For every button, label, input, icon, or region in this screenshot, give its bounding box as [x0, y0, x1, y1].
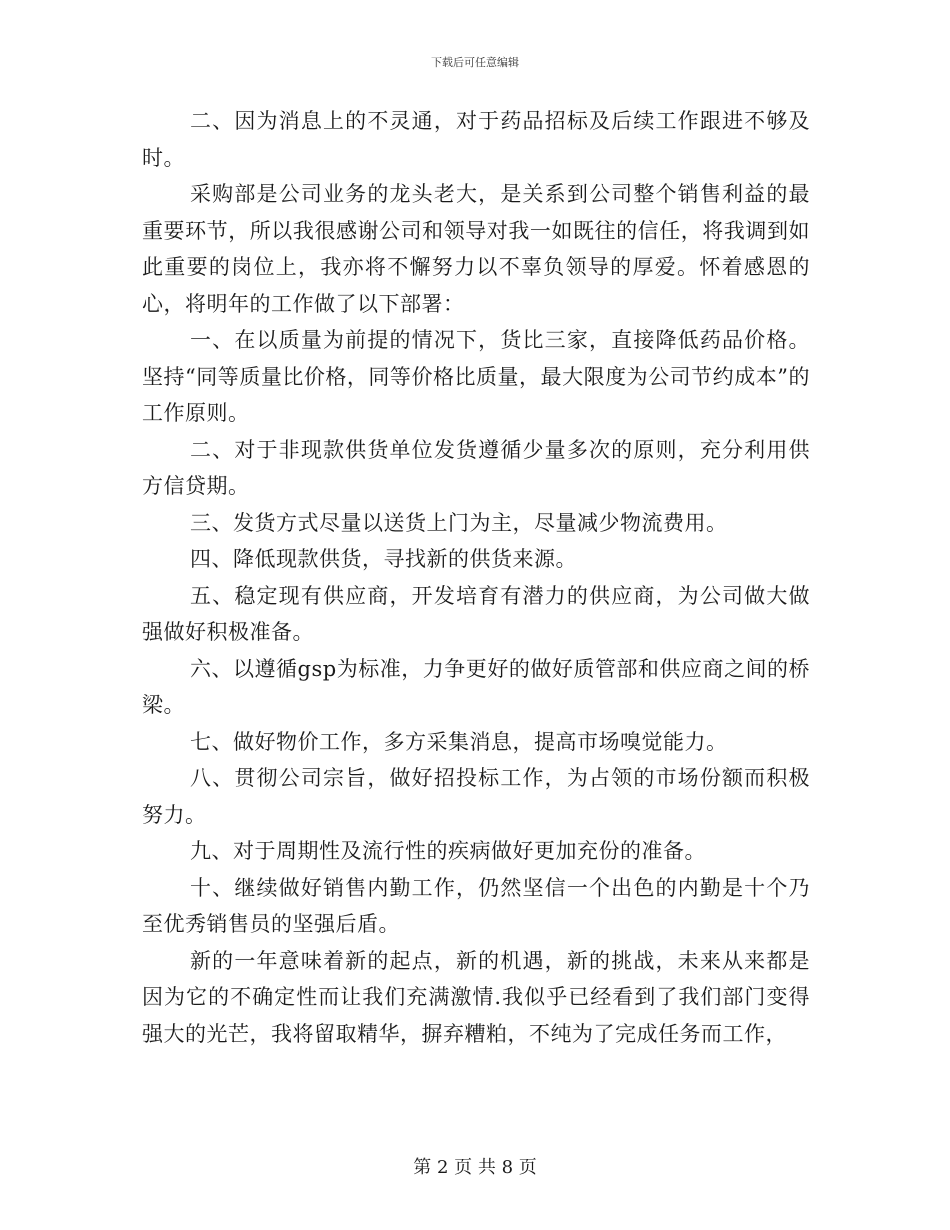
header-note: 下载后可任意编辑	[431, 56, 519, 69]
paragraph: 五、稳定现有供应商，开发培育有潜力的供应商，为公司做大做强做好积极准备。	[142, 583, 810, 644]
page-number-footer: 第 2 页 共 8 页	[413, 1157, 537, 1178]
paragraph: 三、发货方式尽量以送货上门为主，尽量减少物流费用。	[190, 510, 728, 535]
paragraph: 七、做好物价工作，多方采集消息，提高市场嗅觉能力。	[190, 729, 728, 754]
paragraph: 八、贯彻公司宗旨，做好招投标工作，为占领的市场份额而积极努力。	[142, 766, 810, 827]
paragraph: 新的一年意味着新的起点，新的机遇，新的挑战，未来从来都是因为它的不确定性而让我们充满激情.我似乎已经看到了我们部门变得强大的光芒，我将留取精华，摒弃糟粕，不纯为了完成任务而工作，	[142, 948, 810, 1046]
document-body	[142, 103, 810, 1052]
paragraph: 四、降低现款供货，寻找新的供货来源。	[190, 547, 577, 571]
paragraph: 六、以遵循gsp为标准，力争更好的做好质管部和供应商之间的桥梁。	[142, 656, 810, 717]
paragraph: 二、对于非现款供货单位发货遵循少量多次的原则，充分利用供方信贷期。	[142, 437, 810, 498]
paragraph: 二、因为消息上的不灵通，对于药品招标及后续工作跟进不够及时。	[142, 109, 810, 170]
paragraph: 十、继续做好销售内勤工作，仍然坚信一个出色的内勤是十个乃至优秀销售员的坚强后盾。	[142, 875, 810, 936]
paragraph: 一、在以质量为前提的情况下，货比三家，直接降低药品价格。坚持“同等质量比价格，同等价格比质量，最大限度为公司节约成本”的工作原则。	[142, 328, 810, 425]
paragraph: 采购部是公司业务的龙头老大，是关系到公司整个销售利益的最重要环节，所以我很感谢公司和领导对我一如既往的信任，将我调到如此重要的岗位上，我亦将不懈努力以不辜负领导的厚爱。怀着感恩的心，将明年的工作做了以下部署：	[142, 182, 810, 316]
paragraph: 九、对于周期性及流行性的疾病做好更加充份的准备。	[190, 839, 706, 863]
